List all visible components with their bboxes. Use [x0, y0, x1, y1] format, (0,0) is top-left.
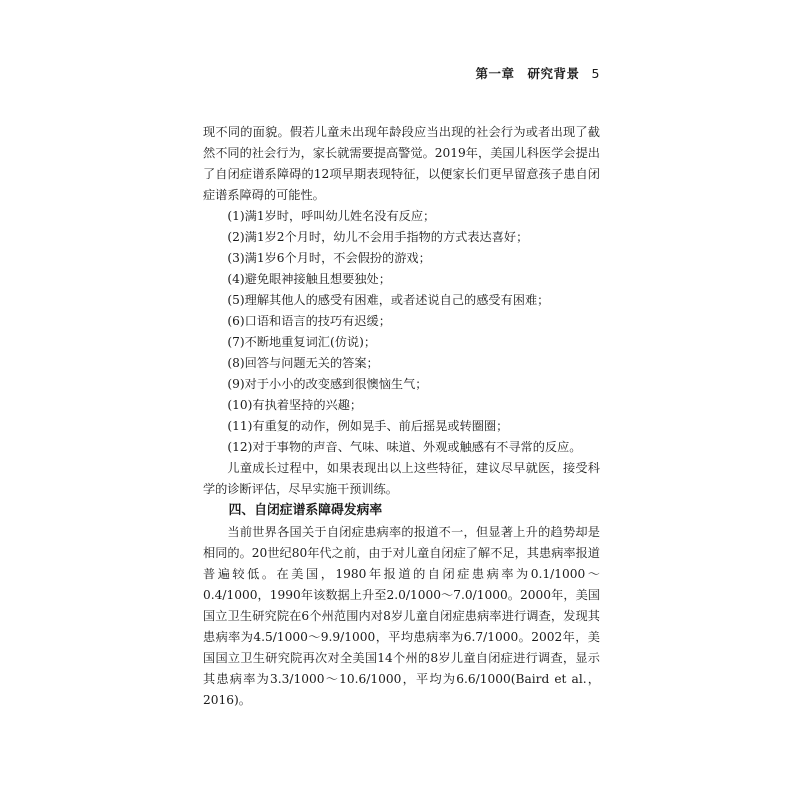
list-item: (6)口语和语言的技巧有迟缓；: [227, 314, 391, 328]
list-item: (12)对于事物的声音、气味、味道、外观或触感有不寻常的反应。: [227, 440, 582, 454]
list-item: (10)有执着坚持的兴趣；: [227, 398, 363, 412]
paragraph-prevalence: 当前世界各国关于自闭症患病率的报道不一，但显著上升的趋势却是相同的。20世纪80年代之前，由于对儿童自闭症了解不足，其患病率报道普遍较低。在美国，1980年报道的自闭症患病率为0.1/1000～0.4/1000，1990年该数据上升至2.0/1000～7.0/1000。2000年，美国国立卫生研究院在6个州范围内对8岁儿童自闭症患病率进行调查，发现其患病率为4.5/1000～9.9/1000，平均患病率为6.7/1000。2002年，美国国立卫生研究院再次对全美国14个州的8岁儿童自闭症进行调查，显示其患病率为3.3/1000～10.6/1000，平均为6.6/1000(Baird et al.，2016)。: [203, 525, 600, 707]
chapter-title: 第一章 研究背景: [475, 66, 580, 81]
list-item: (2)满1岁2个月时，幼儿不会用手指物的方式表达喜好；: [227, 230, 529, 244]
paragraph-continuation: 现不同的面貌。假若儿童未出现年龄段应当出现的社会行为或者出现了截然不同的社会行为，家长就需要提高警觉。2019年，美国儿科医学会提出了自闭症谱系障碍的12项早期表现特征，以便家长们更早留意孩子患自闭症谱系障碍的可能性。: [203, 125, 600, 202]
running-header: [476, 64, 600, 82]
list-item: (5)理解其他人的感受有困难，或者述说自己的感受有困难；: [227, 293, 550, 307]
list-item: (8)回答与问题无关的答案；: [227, 356, 379, 370]
list-item: (4)避免眼神接触且想要独处；: [227, 272, 391, 286]
paragraph-advice: 儿童成长过程中，如果表现出以上这些特征，建议尽早就医，接受科学的诊断评估，尽早实施干预训练。: [203, 461, 600, 496]
list-item: (11)有重复的动作，例如晃手、前后摇晃或转圈圈；: [227, 419, 509, 433]
list-item: (7)不断地重复词汇(仿说)；: [227, 335, 377, 349]
list-item: (3)满1岁6个月时，不会假扮的游戏；: [227, 251, 431, 265]
list-item: (1)满1岁时，呼叫幼儿姓名没有反应；: [227, 209, 436, 223]
body-text: [203, 122, 600, 711]
list-item: (9)对于小小的改变感到很懊恼生气；: [227, 377, 428, 391]
section-heading: 四、自闭症谱系障碍发病率: [228, 503, 383, 518]
feature-list: [203, 206, 600, 458]
page-number: 5: [591, 66, 600, 81]
